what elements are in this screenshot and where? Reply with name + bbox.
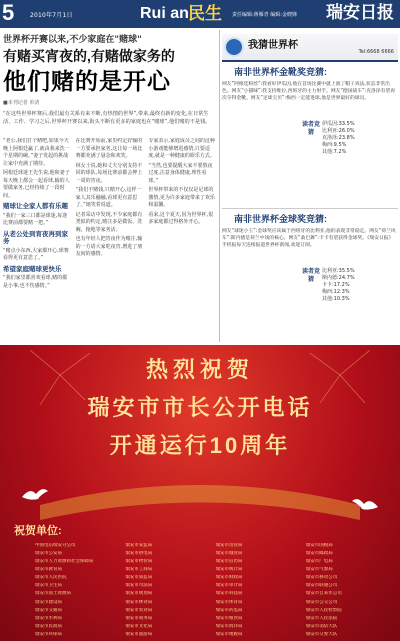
- world-cup-guess-panel: [222, 34, 398, 342]
- article-column-3: [148, 138, 216, 362]
- unit-name: 瑞安市国税局: [305, 543, 333, 548]
- vote-item: 其他:7.2%: [322, 149, 347, 155]
- unit-name: 瑞安市体育局: [215, 599, 243, 605]
- unit-name: 瑞安市财政局: [215, 575, 243, 581]
- unit-name: 瑞安市联通公司: [305, 583, 338, 589]
- unit-name: 瑞安市统计局: [215, 567, 243, 573]
- editor-credit: 责任编辑:蒋雁青 编辑:金晓锋: [232, 12, 297, 18]
- unit-name: 瑞安市城管局: [215, 551, 243, 557]
- unit-name: 瑞安市农业局: [125, 607, 153, 613]
- main-article: [3, 32, 216, 362]
- page-header: [0, 0, 400, 28]
- article-subtitle: 有赌买宵夜的,有赌做家务的: [3, 48, 175, 64]
- article-lead: “在这些世界杯赛后,我们最有关系有来不断,有热情的世界”,带来,最终有新的变化,在日常生活、工作、学习之后,世界杯开赛以来,街头不断有更多的家庭也在“赌球”,他们赌的不是钱。: [3, 111, 211, 125]
- panel-phone: Tel:6668 6666: [358, 49, 394, 55]
- unit-name: 瑞安市人力资源和社会保障局: [35, 559, 94, 565]
- greeting-text: 热烈祝贺: [145, 357, 254, 382]
- vote-item: 比利亚:26.0%: [322, 128, 355, 134]
- article-body: [3, 138, 216, 362]
- unit-name: 瑞安市科技局: [215, 591, 243, 597]
- panel-header: [222, 34, 398, 62]
- vote-item: 比利亚:35.5%: [322, 268, 355, 274]
- dove-icon: [350, 495, 380, 513]
- paragraph: 世界杯带来的不仅仅是足球的激情,更为许多家庭带来了欢乐和温馨。: [148, 187, 215, 208]
- article-kicker: 世界杯开赛以来,不少家庭在"赌球": [3, 35, 142, 45]
- unit-name: 瑞安市国土资源局: [35, 591, 71, 597]
- vote-item: 伊瓜因:33.5%: [322, 121, 355, 127]
- golden-ball-section: [222, 228, 398, 353]
- paragraph: “我们不赌钱,只赌开心,这样一家人其乐融融,看球更有意思了。”她笑着说道。: [75, 187, 142, 208]
- unit-name: 中国电信瑞安分公司: [35, 543, 76, 548]
- newspaper-logo: 瑞安日报: [326, 3, 394, 22]
- congratulating-units: [35, 543, 390, 638]
- article-title: 他们赌的是开心: [3, 68, 171, 94]
- unit-name: 瑞安市人民医院: [35, 575, 67, 581]
- soccer-ball-icon: [224, 37, 244, 57]
- unit-name: 瑞安市海洋局: [215, 623, 243, 629]
- unit-name: 瑞安市林业局: [125, 599, 153, 605]
- unit-name: 瑞安市交通局: [35, 607, 62, 613]
- unit-name: 瑞安市移动公司: [305, 575, 338, 581]
- paragraph: 在比赛开始前,家里约定好输的一方要承担家务,这让每一场比赛都充满了悬念和欢笑。: [75, 138, 143, 159]
- dove-icon: [20, 485, 50, 503]
- unit-name: 瑞安市旅游局: [125, 631, 153, 637]
- unit-name: 瑞安市粮食局: [215, 615, 243, 621]
- unit-name: 瑞安市人民法院: [305, 615, 338, 621]
- golden-ball-votes: [322, 268, 398, 303]
- unit-name: 瑞安市自来水公司: [305, 591, 342, 597]
- golden-ball-title: 南非世界杯金球奖竞猜:: [234, 214, 327, 224]
- unit-name: 瑞安市审计局: [215, 583, 243, 589]
- panel-title: 我猜世界杯: [248, 40, 298, 51]
- paragraph: 记者采访中发现,不少家庭都有类似的约定,赌注多是做饭、洗碗、拖地等家务活。: [75, 211, 143, 233]
- article-byline: ■本刊记者 单清: [3, 100, 40, 106]
- unit-name: 瑞安市商务局: [125, 615, 153, 621]
- article-column-1: [3, 138, 71, 362]
- unit-name: 瑞安市交警大队: [305, 631, 338, 637]
- unit-name: 瑞安市地税局: [215, 631, 243, 637]
- column-divider: [219, 30, 220, 342]
- section-name: 民生: [188, 4, 222, 23]
- unit-name: 瑞安市广电局: [305, 559, 333, 565]
- golden-boot-votes: [322, 121, 398, 156]
- section-subhead: 从老公处到宵夜再到家务: [3, 229, 68, 245]
- congratulation-banner: [0, 345, 400, 641]
- paragraph: 专家表示,家庭成员之间的这种小游戏能够增进感情,只要适度,就是一种健康的娱乐方式。: [148, 138, 215, 159]
- paragraph: 林女士说,她和丈夫分别支持不同的球队,每场比赛前都会押上一周的宵夜。: [75, 162, 143, 184]
- vote-item: 梅西:12.3%: [322, 289, 350, 295]
- unit-name: 瑞安市文化局: [125, 623, 153, 629]
- unit-name: 瑞安市邮政局: [305, 551, 333, 557]
- unit-name: 瑞安市药监局: [215, 607, 243, 613]
- paragraph: 阿根廷球迷王先生说,他和妻子每天晚上都会一起看球,输的人要做家务,已经持续了一段时间。: [3, 170, 70, 199]
- unit-name: 瑞安市消防大队: [305, 623, 338, 629]
- unit-name: 瑞安市质监局: [125, 575, 153, 581]
- golden-boot-section: [222, 81, 398, 206]
- golden-ball-text: 网友“球迷小王”:金球奖应该属于西班牙的比利亚,他的表现非常稳定。网友“荷兰风车”:斯内德是荷兰中场的核心。网友“桑巴舞”:卡卡有望获得金球奖。《瑞安日报》手机报每天连续报道世界杯新闻,欢迎订阅。: [222, 229, 396, 248]
- unit-name: 瑞安市建设局: [35, 599, 62, 605]
- paragraph: “当然,也要提醒大家不要熬夜过度,注意身体健康,理性看球。”: [148, 162, 213, 184]
- article-column-2: [76, 138, 144, 362]
- vote-label: 读者竞猜: [302, 268, 321, 283]
- unit-name: 瑞安市人民检察院: [305, 607, 342, 613]
- units-label: 祝贺单位:: [14, 525, 62, 537]
- vote-item: 其他:10.3%: [322, 296, 350, 302]
- vote-item: 梅西:9.5%: [322, 142, 347, 148]
- issue-date: 2010年7月1日: [30, 12, 73, 19]
- banner-line-1: 瑞安市市长公开电话: [87, 395, 313, 420]
- unit-name: 瑞安市信访局: [215, 559, 243, 565]
- ruian-label: Rui an: [140, 5, 189, 22]
- banner-line-2: 开通运行10周年: [109, 433, 291, 458]
- vote-item: 克洛泽:23.8%: [322, 135, 355, 141]
- section-subhead: 赌球让全家人都有乐趣: [3, 202, 68, 210]
- unit-name: 瑞安市物价局: [125, 559, 153, 565]
- unit-name: 瑞安市卫生局: [35, 583, 62, 589]
- paragraph: “我们家里都喜欢看球,赌的都是小事,也不伤感情。”: [3, 275, 68, 289]
- vote-label: 读者竞猜: [302, 121, 321, 136]
- unit-name: 瑞安市安监局: [125, 543, 153, 548]
- vote-item: 卡卡:17.2%: [322, 282, 350, 288]
- unit-name: 瑞安市公交公司: [305, 599, 338, 605]
- golden-boot-title: 南非世界杯金靴奖竞猜:: [234, 67, 327, 77]
- unit-name: 瑞安市房管局: [215, 543, 243, 548]
- unit-name: 瑞安市气象局: [305, 567, 333, 573]
- unit-name: 瑞安市水利局: [35, 615, 62, 621]
- paragraph: 看来,这个夏天,因为世界杯,很多家庭都过得格外开心。: [148, 211, 214, 225]
- page-number: 5: [2, 0, 15, 25]
- unit-name: 瑞安市司法局: [125, 583, 153, 589]
- unit-name: 瑞安市公安局: [35, 551, 62, 557]
- paragraph: “老公,我们打个赌吧,如果今天晚上阿根廷赢了,就由我来洗一个星期的碗。”妻子发起的挑战让家中充满了期待。: [3, 138, 70, 167]
- section-subhead: 希望家庭赌球更快乐: [3, 264, 62, 273]
- section-divider: [222, 208, 398, 209]
- vote-item: 斯内德:24.7%: [322, 275, 355, 281]
- unit-name: 瑞安市规划局: [125, 591, 153, 597]
- paragraph: “赌点小东西,大家都开心,球赛看得更有意思了。”: [3, 247, 69, 261]
- unit-name: 瑞安市民政局: [35, 623, 62, 629]
- golden-boot-text: 网友“阿根廷粉丝”:我看好伊瓜因,他在首场比赛中就上演了帽子戏法,状态非常出色。网友“小猫咪”:我支持维拉,西班牙的主力射手。网友“德国战车”:克洛泽有望再次夺得金靴。网友“足球宝贝”:梅西一定能进球,他是世界最好的球员。: [222, 82, 395, 101]
- unit-name: 瑞安市供电局: [125, 551, 153, 557]
- unit-name: 瑞安市工商局: [125, 567, 153, 573]
- unit-name: 瑞安市教育局: [35, 567, 62, 573]
- paragraph: “我们一家三口都是球迷,每逢比赛前都要赌一把。”: [3, 212, 68, 226]
- unit-name: 瑞安市环保局: [35, 631, 62, 637]
- paragraph: 也有年轻人把宵夜作为赌注,输的一方请大家吃夜宵,增进了朋友间的感情。: [75, 236, 143, 257]
